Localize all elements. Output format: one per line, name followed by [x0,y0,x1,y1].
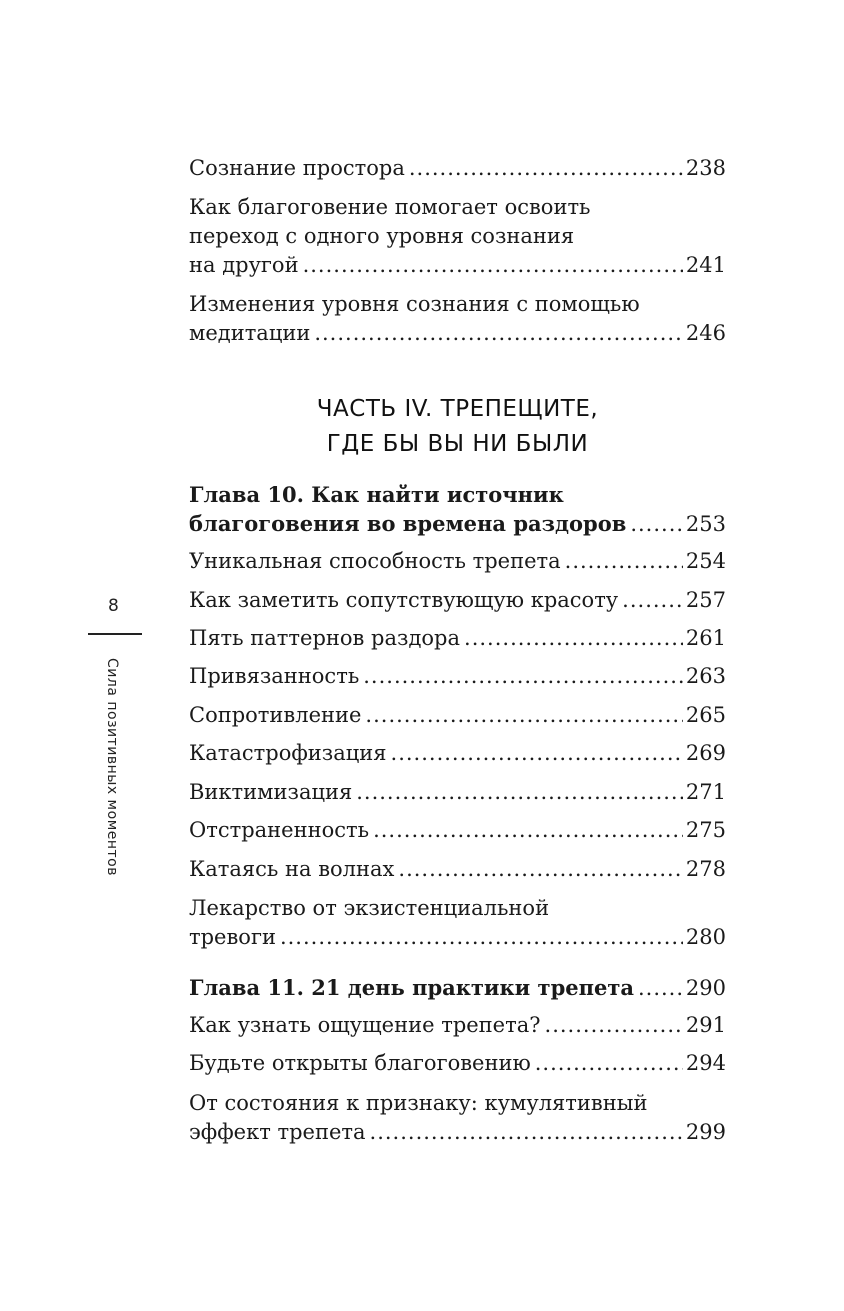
toc-entry-page: 257 [685,588,726,612]
toc-entry-page: 280 [685,925,726,949]
toc-entry-page: 271 [685,780,726,804]
toc-entry-3 [189,290,726,348]
toc-entry-title: Лекарство от экзистенциальной [189,896,550,920]
chapter-page: 290 [685,976,726,1000]
toc-entry-page: 299 [685,1120,726,1144]
toc-entry-ch10-10 [189,894,726,952]
toc-entry-ch10-9 [189,855,726,884]
running-book-title: Сила позитивных моментов [104,658,120,876]
toc-entry-title: Сопротивление [189,703,362,727]
part-title-line: ЧАСТЬ IV. ТРЕПЕЩИТЕ, [316,396,599,422]
toc-entry-ch10-8 [189,816,726,845]
toc-entry-1 [189,154,726,183]
toc-entry-title: Катаясь на волнах [189,857,395,881]
toc-entry-title: на другой [189,253,299,277]
toc-entry-title: Катастрофизация [189,741,387,765]
toc-entry-page: 291 [685,1013,726,1037]
toc-entry-ch10-6 [189,739,726,768]
toc-entry-title: Изменения уровня сознания с помощью [189,292,640,316]
chapter-title: Глава 10. Как найти источник [189,482,564,507]
toc-entry-ch10-2 [189,586,726,615]
toc-entry-title: Как благоговение помогает освоить [189,195,591,219]
toc-entry-title: Уникальная способность трепета [189,549,561,573]
toc-entry-page: 269 [685,741,726,765]
toc-entry-title: От состояния к признаку: кумулятивный [189,1091,648,1115]
margin-divider [88,633,142,635]
toc-entry-page: 265 [685,703,726,727]
toc-entry-title: эффект трепета [189,1120,366,1144]
chapter-title: Глава 11. 21 день практики трепета [189,975,634,1000]
chapter-11-entry [189,973,726,1003]
toc-entry-ch10-5 [189,701,726,730]
toc-entry-title: Виктимизация [189,780,353,804]
toc-entry-page: 275 [685,818,726,842]
chapter-page: 253 [685,512,726,536]
toc-entry-title: Будьте открыты благоговению [189,1051,531,1075]
toc-entry-page: 241 [685,253,726,277]
toc-entry-2 [189,193,726,280]
page-number: 8 [108,596,119,616]
toc-entry-ch10-7 [189,778,726,807]
toc-entry-page: 254 [685,549,726,573]
toc-entry-ch11-1 [189,1011,726,1040]
toc-entry-page: 263 [685,664,726,688]
toc-entry-ch11-3 [189,1089,726,1147]
toc-entry-ch10-4 [189,662,726,691]
chapter-title: благоговения во времена раздоров [189,511,627,536]
toc-entry-title: Отстраненность [189,818,370,842]
toc-entry-title: медитации [189,321,311,345]
part-title [189,392,726,462]
toc-entry-title: Пять паттернов раздора [189,626,461,650]
toc-entry-ch10-1 [189,547,726,576]
toc-entry-page: 246 [685,321,726,345]
toc-entry-title: Привязанность [189,664,360,688]
chapter-10-entry [189,480,726,539]
toc-entry-page: 278 [685,857,726,881]
toc-entry-title: Как заметить сопутствующую красоту [189,588,619,612]
toc-entry-title: Сознание простора [189,156,405,180]
toc-entry-title: тревоги [189,925,276,949]
toc-entry-page: 238 [685,156,726,180]
toc-entry-title: переход с одного уровня сознания [189,224,575,248]
toc-entry-ch11-2 [189,1049,726,1078]
toc-entry-ch10-3 [189,624,726,653]
toc-entry-title: Как узнать ощущение трепета? [189,1013,541,1037]
toc-entry-page: 294 [685,1051,726,1075]
part-title-line: ГДЕ БЫ ВЫ НИ БЫЛИ [326,431,589,457]
toc-entry-page: 261 [685,626,726,650]
